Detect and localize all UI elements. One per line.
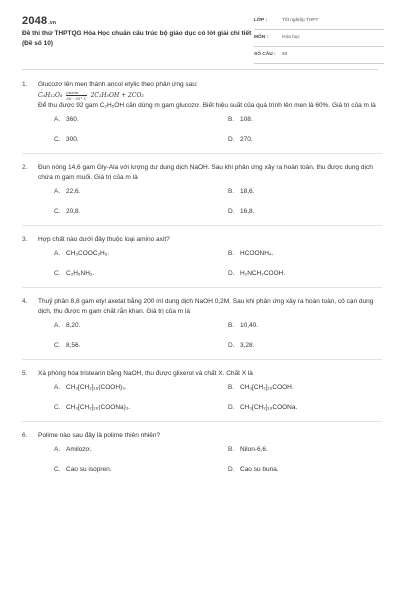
- question-stem: [22, 163, 382, 183]
- option-a[interactable]: [54, 384, 127, 391]
- meta-label: SỐ CÂU :: [254, 52, 276, 57]
- question-number: 4.: [22, 298, 28, 305]
- option-a[interactable]: [54, 250, 109, 257]
- option-text: 18,6.: [240, 188, 255, 195]
- option-text: CH₃[CH₂]₁₆COONa.: [240, 404, 298, 411]
- option-d[interactable]: [228, 270, 285, 277]
- option-text: CH₃[CH₂]₁₆(COOH)₃.: [66, 384, 127, 391]
- question-text: Hợp chất nào dưới đây thuộc loại amino axit?: [38, 236, 170, 243]
- option-letter: A.: [54, 250, 61, 257]
- option-letter: B.: [228, 446, 235, 453]
- question-stem: [22, 297, 382, 317]
- option-text: Cao su buna.: [240, 466, 279, 473]
- option-c[interactable]: [54, 270, 94, 277]
- question-divider: [22, 225, 382, 226]
- meta-label: MÔN :: [254, 35, 269, 40]
- question-text: Xà phòng hóa tristearin bằng NaOH, thu được glixerol và chất X. Chất X là: [38, 370, 253, 377]
- question-stem: [22, 369, 382, 379]
- question-stem: [22, 431, 382, 441]
- meta-row: [254, 33, 384, 47]
- option-text: Nilon-6,6.: [240, 446, 268, 453]
- option-a[interactable]: [54, 116, 79, 123]
- reaction-equation: [22, 90, 382, 101]
- option-text: 3,28.: [240, 342, 255, 349]
- option-text: 16,8.: [240, 208, 255, 215]
- option-a[interactable]: [54, 322, 80, 329]
- answer-options: [22, 441, 382, 481]
- option-row: [38, 337, 382, 357]
- option-letter: A.: [54, 116, 61, 123]
- option-row: [38, 203, 382, 223]
- option-text: 22,6.: [66, 188, 81, 195]
- option-letter: B.: [228, 322, 235, 329]
- option-row: [38, 183, 382, 203]
- option-row: [38, 131, 382, 151]
- option-letter: D.: [228, 342, 235, 349]
- option-d[interactable]: [228, 404, 297, 411]
- answer-options: [22, 111, 382, 151]
- question-1: [22, 80, 382, 151]
- option-letter: D.: [228, 136, 235, 143]
- meta-value: 40: [282, 52, 288, 57]
- question-stem: [22, 235, 382, 245]
- option-letter: C.: [54, 466, 61, 473]
- question-5: [22, 369, 382, 419]
- option-text: CH₃[CH₂]₁₆COOH.: [240, 384, 294, 391]
- option-b[interactable]: [228, 322, 258, 329]
- option-text: 8,20.: [66, 322, 81, 329]
- option-text: HCOONH₄.: [240, 250, 274, 257]
- option-letter: D.: [228, 466, 235, 473]
- question-divider: [22, 287, 382, 288]
- question-list: [22, 80, 382, 481]
- question-divider: [22, 153, 382, 154]
- question-text: Đun nóng 14,6 gam Gly-Ala với lượng dư dung dịch NaOH. Sau khi phản ứng xảy ra hoàn toàn, thu được dung dịch chứa m gam muối. Giá trị của m là: [38, 164, 373, 181]
- question-text: Glucozơ lên men thành ancol etylic theo phản ứng sau:: [38, 81, 198, 88]
- option-text: Cao su isopren.: [66, 466, 112, 473]
- option-letter: C.: [54, 342, 61, 349]
- option-text: 10,40.: [240, 322, 259, 329]
- option-text: H₂NCH₂COOH.: [240, 270, 286, 277]
- equation-product: 2C₂H₅OH + 2CO₂: [88, 92, 144, 99]
- answer-options: [22, 245, 382, 285]
- question-text: Polime nào sau đây là polime thiên nhiên?: [38, 432, 161, 439]
- meta-value: Tốt nghiệp THPT: [282, 18, 319, 23]
- option-row: [38, 111, 382, 131]
- brand-logo[interactable]: 2048.vn: [22, 15, 57, 27]
- answer-options: [22, 317, 382, 357]
- answer-options: [22, 379, 382, 419]
- condition-top: enzim: [66, 90, 86, 96]
- option-row: [38, 379, 382, 399]
- option-row: [38, 461, 382, 481]
- option-text: 360.: [66, 116, 79, 123]
- option-letter: A.: [54, 322, 61, 329]
- reaction-condition: [66, 90, 86, 101]
- question-divider: [22, 421, 382, 422]
- option-row: [38, 317, 382, 337]
- question-6: [22, 431, 382, 481]
- option-d[interactable]: [228, 208, 254, 215]
- option-d[interactable]: [228, 466, 279, 473]
- option-letter: B.: [228, 116, 235, 123]
- option-letter: B.: [228, 188, 235, 195]
- option-c[interactable]: [54, 404, 130, 411]
- exam-header: [0, 0, 400, 62]
- option-letter: A.: [54, 384, 61, 391]
- header-divider: [22, 69, 378, 70]
- option-b[interactable]: [228, 250, 273, 257]
- option-row: [38, 441, 382, 461]
- question-text: Thuỷ phân 8,8 gam etyl axetat bằng 200 ml dung dịch NaOH 0,2M. Sau khi phản ứng xảy ra hoàn toàn, cô cạn dung dịch, thu được m gam chất rắn khan. Giá trị của m là: [38, 298, 374, 315]
- option-text: Amilozơ.: [66, 446, 92, 453]
- equation-reactant: C₆H₁₂O₆: [38, 92, 65, 99]
- option-text: C₂H₅NH₂.: [66, 270, 95, 277]
- option-letter: A.: [54, 446, 61, 453]
- option-c[interactable]: [54, 208, 80, 215]
- question-stem: [22, 80, 382, 90]
- exam-title: Đề thi thử THPTQG Hóa Học chuẩn cấu trúc bộ giáo dục có lời giải chi tiết (Đề số 10): [22, 30, 252, 47]
- question-divider: [22, 359, 382, 360]
- option-text: 108.: [240, 116, 253, 123]
- option-text: 8,56.: [66, 342, 81, 349]
- option-letter: B.: [228, 384, 235, 391]
- option-letter: A.: [54, 188, 61, 195]
- meta-label: LỚP :: [254, 18, 268, 23]
- option-row: [38, 265, 382, 285]
- question-number: 1.: [22, 81, 28, 88]
- question-number: 5.: [22, 370, 28, 377]
- option-d[interactable]: [228, 342, 254, 349]
- option-b[interactable]: [228, 116, 253, 123]
- option-a[interactable]: [54, 446, 92, 453]
- option-c[interactable]: [54, 342, 80, 349]
- option-b[interactable]: [228, 446, 268, 453]
- meta-value: Hóa học: [282, 35, 300, 40]
- option-c[interactable]: [54, 136, 79, 143]
- option-text: 20,8.: [66, 208, 81, 215]
- option-text: 270.: [240, 136, 253, 143]
- condition-bottom: 30 - 35° C: [66, 96, 87, 101]
- question-number: 2.: [22, 164, 28, 171]
- option-letter: C.: [54, 208, 61, 215]
- option-text: CH₃[CH₂]₁₆(COONa)₃.: [66, 404, 131, 411]
- meta-row: [254, 50, 384, 64]
- question-text-cont: [22, 101, 382, 111]
- option-text: CH₃COOC₂H₅.: [66, 250, 110, 257]
- question-2: [22, 163, 382, 223]
- answer-options: [22, 183, 382, 223]
- option-letter: D.: [228, 208, 235, 215]
- option-b[interactable]: [228, 384, 294, 391]
- question-text: Để thu được 92 gam C₂H₅OH cần dùng m gam glucozơ. Biết hiệu suất của quá trình lên men là 60%. Giá trị của m là: [38, 102, 376, 109]
- option-letter: D.: [228, 270, 235, 277]
- option-row: [38, 399, 382, 419]
- exam-meta: [254, 16, 384, 67]
- option-d[interactable]: [228, 136, 253, 143]
- option-letter: C.: [54, 404, 61, 411]
- question-4: [22, 297, 382, 357]
- option-letter: C.: [54, 270, 61, 277]
- option-text: 300.: [66, 136, 79, 143]
- option-letter: D.: [228, 404, 235, 411]
- question-number: 6.: [22, 432, 28, 439]
- option-c[interactable]: [54, 466, 112, 473]
- option-row: [38, 245, 382, 265]
- option-letter: C.: [54, 136, 61, 143]
- meta-row: [254, 16, 384, 30]
- question-number: 3.: [22, 236, 28, 243]
- option-letter: B.: [228, 250, 235, 257]
- question-3: [22, 235, 382, 285]
- option-a[interactable]: [54, 188, 80, 195]
- option-b[interactable]: [228, 188, 254, 195]
